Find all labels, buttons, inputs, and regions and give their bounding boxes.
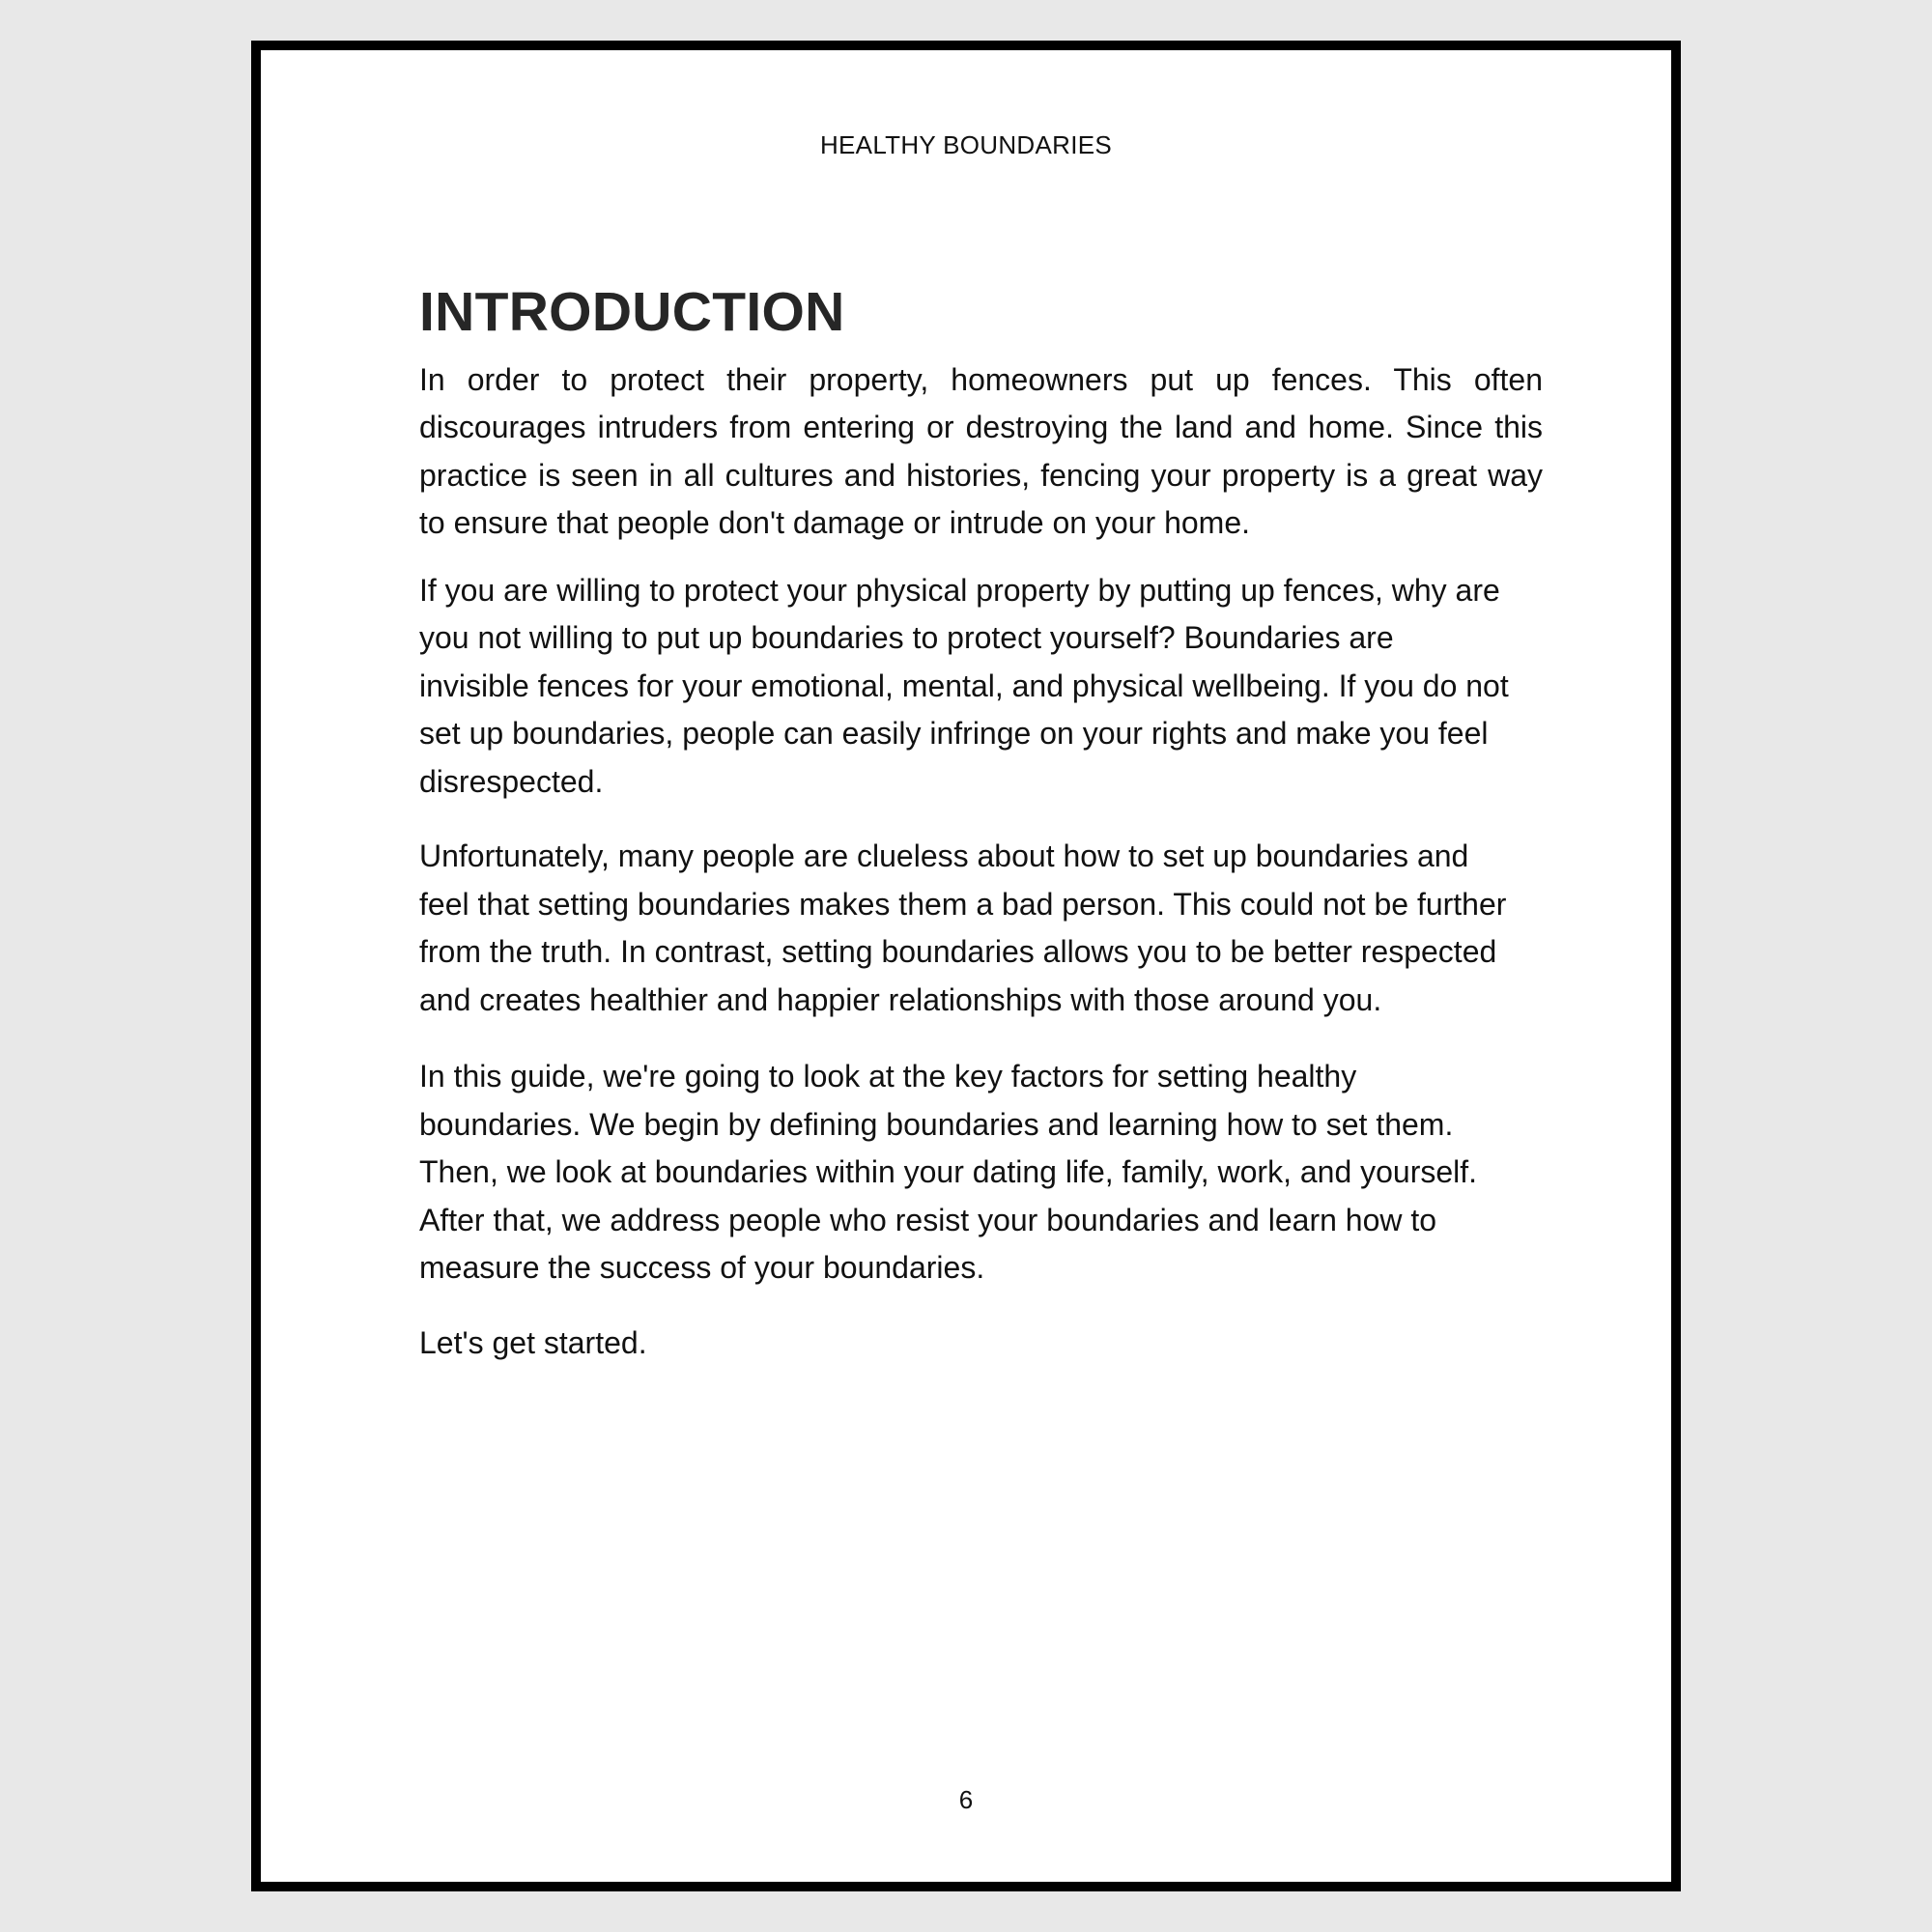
page-number: 6 — [958, 1785, 974, 1814]
chapter-heading: INTRODUCTION — [419, 281, 845, 343]
document-page — [251, 41, 1681, 1891]
paragraph-5: Let's get started. — [419, 1324, 647, 1360]
paragraph-2: If you are willing to protect your physical property by putting up fences, why are you not willing to put up boundaries to protect yourself? Boundaries are invisible fences for your emotional, mental, and physical wellbeing. If you do not set up boundaries, people can easily infringe on your rights and make you feel disrespected. — [419, 572, 1509, 799]
page-content — [419, 282, 1543, 1367]
running-head: HEALTHY BOUNDARIES — [819, 130, 1113, 159]
paragraph-1: In order to protect their property, homeowners put up fences. This often discourages intruders from entering or destroying the land and home. Since this practice is seen in all cultures and histories, fencing your property is a great way to ensure that people don't damage or intrude on your home. — [419, 361, 1543, 541]
paragraph-3: Unfortunately, many people are clueless about how to set up boundaries and feel that setting boundaries makes them a bad person. This could not be further from the truth. In contrast, setting boundaries allows you to be better respected and creates healthier and happier relationships with those around you. — [419, 838, 1507, 1017]
paragraph-4: In this guide, we're going to look at the key factors for setting healthy boundaries. We begin by defining boundaries and learning how to set them. Then, we look at boundaries within your dating life, family, work, and yourself. After that, we address people who resist your boundaries and learn how to measure the success of your boundaries. — [419, 1059, 1478, 1286]
